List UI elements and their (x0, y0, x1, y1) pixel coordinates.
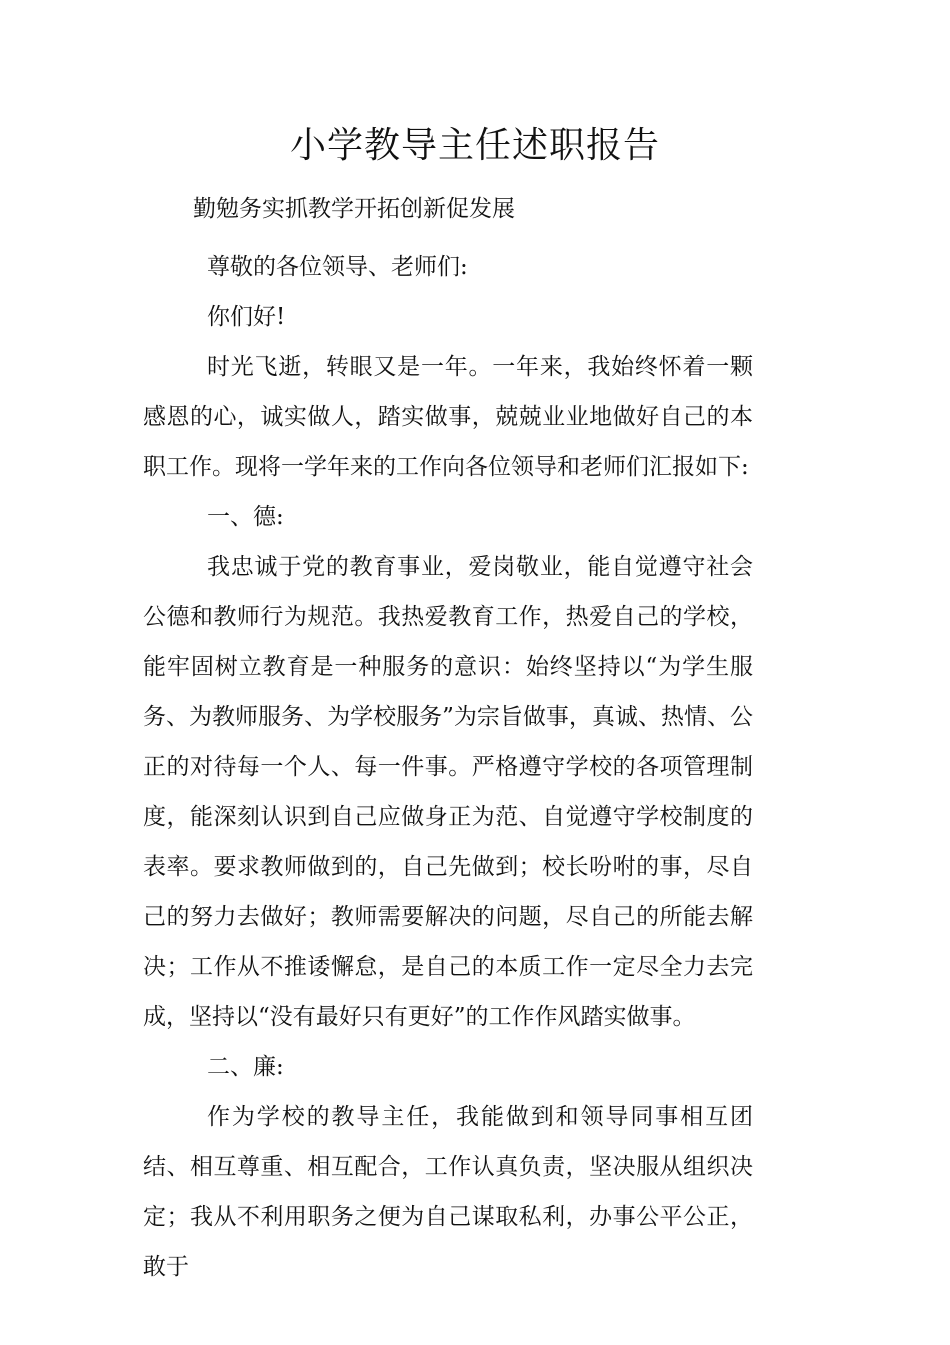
intro-paragraph: 时光飞逝，转眼又是一年。一年来，我始终怀着一颗感恩的心，诚实做人，踏实做事，兢兢业业地做好自己的本职工作。现将一学年来的工作向各位领导和老师们汇报如下: (143, 354, 753, 480)
section-heading-lian: 二、廉: (207, 1054, 284, 1080)
section-heading-de: 一、德: (207, 504, 284, 530)
greeting-leaders: 尊敬的各位领导、老师们: (207, 254, 468, 280)
document-title: 小学教导主任述职报告 (289, 125, 660, 166)
section-paragraph-lian: 作为学校的教导主任，我能做到和领导同事相互团结、相互尊重、相互配合，工作认真负责，坚决服从组织决定；我从不利用职务之便为自己谋取私利，办事公平公正，敢于 (143, 1104, 753, 1280)
document-body (143, 242, 753, 1292)
section-paragraph-de: 我忠诚于党的教育事业，爱岗敬业，能自觉遵守社会公德和教师行为规范。我热爱教育工作，热爱自己的学校，能牢固树立教育是一种服务的意识：始终坚持以“为学生服务、为教师服务、为学校服务”为宗旨做事，真诚、热情、公正的对待每一个人、每一件事。严格遵守学校的各项管理制度，能深刻认识到自己应做身正为范、自觉遵守学校制度的表率。要求教师做到的，自己先做到；校长吩咐的事，尽自己的努力去做好；教师需要解决的问题，尽自己的所能去解决；工作从不推诿懈怠，是自己的本质工作一定尽全力去完成，坚持以“没有最好只有更好”的工作作风踏实做事。 (143, 554, 753, 1030)
document-subtitle: 勤勉务实抓教学开拓创新促发展 (193, 196, 515, 222)
greeting-hello: 你们好! (207, 304, 286, 330)
